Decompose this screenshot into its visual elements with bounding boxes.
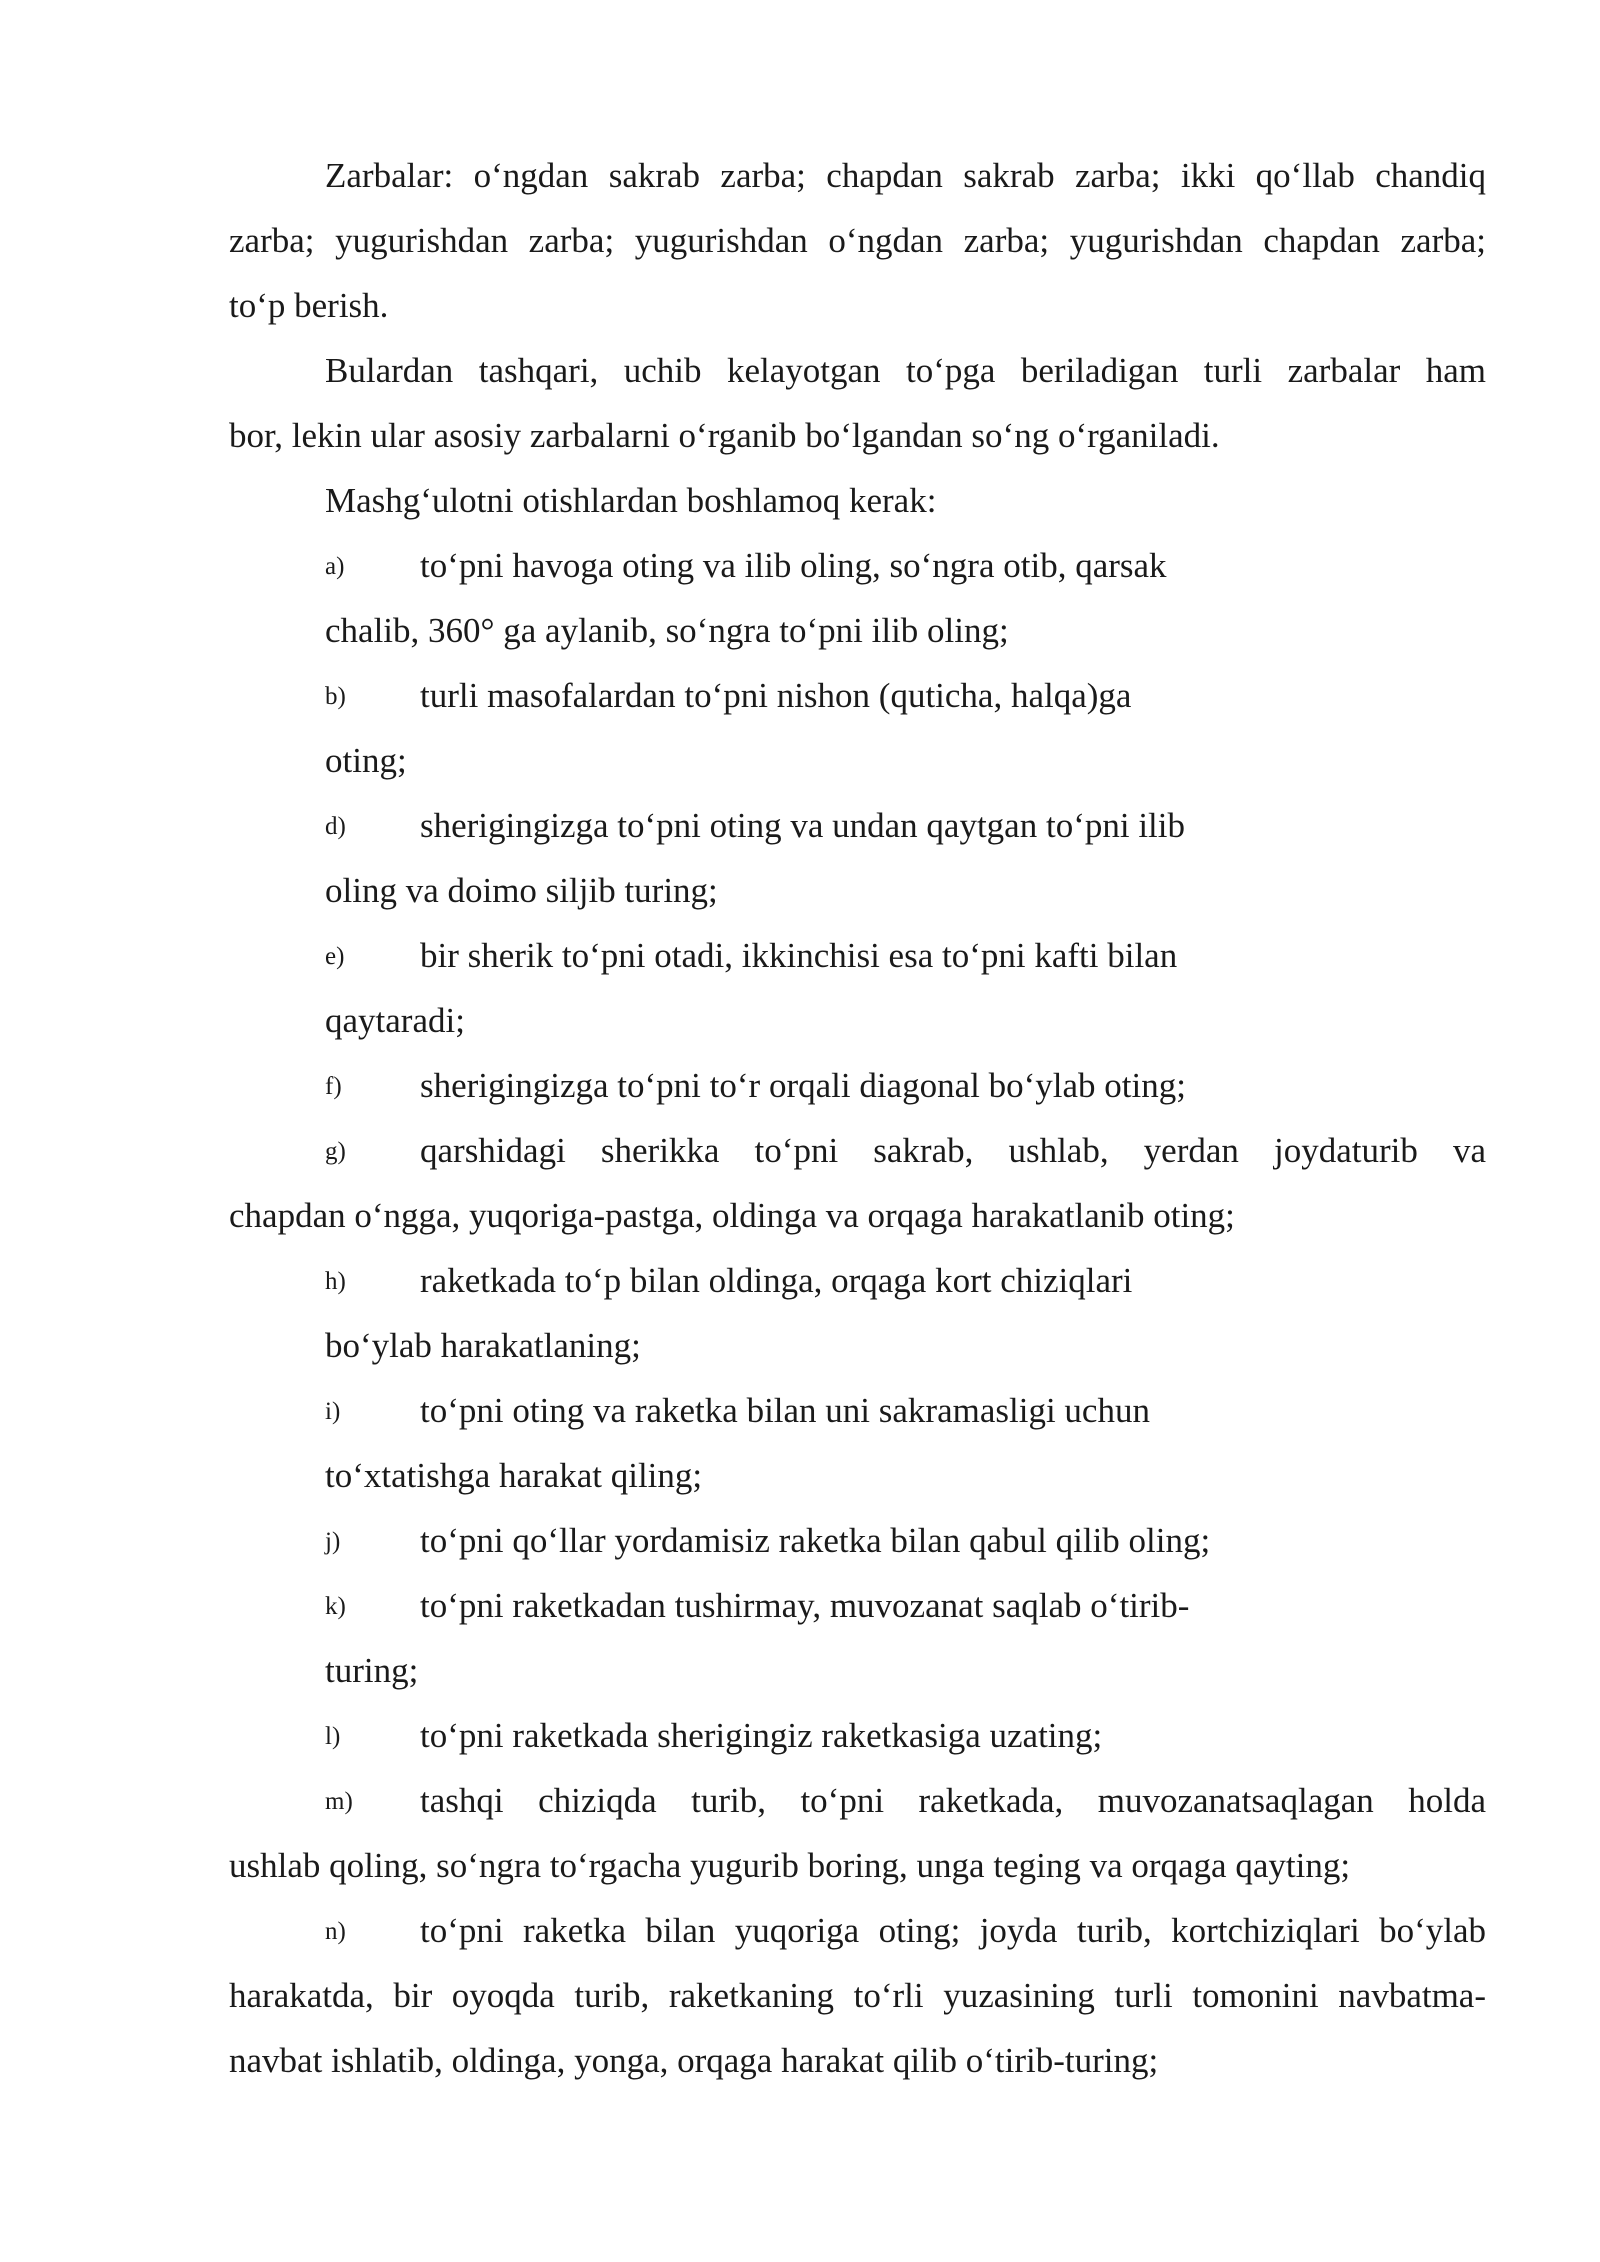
list-marker: g) <box>325 1138 346 1165</box>
list-marker: n) <box>325 1918 346 1945</box>
list-item-continuation: harakatda, bir oyoqda turib, raketkaning to‘rli yuzasining turli tomonini navbatma- <box>229 1976 1486 2015</box>
paragraph-2-line-1: Bulardan tashqari, uchib kelayotgan to‘pga beriladigan turli zarbalar ham <box>325 351 1486 390</box>
list-item-text: bir sherik to‘pni otadi, ikkinchisi esa to‘pni kafti bilan <box>420 936 1178 975</box>
list-item-text: tashqi chiziqda turib, to‘pni raketkada, muvozanatsaqlagan holda <box>420 1781 1486 1820</box>
list-marker: b) <box>325 683 346 710</box>
list-item-text: to‘pni qo‘llar yordamisiz raketka bilan qabul qilib oling; <box>420 1521 1211 1560</box>
list-item-continuation: bo‘ylab harakatlaning; <box>325 1326 641 1365</box>
list-marker: i) <box>325 1398 341 1425</box>
list-item-continuation: qaytaradi; <box>325 1001 465 1040</box>
list-item-continuation: to‘xtatishga harakat qiling; <box>325 1456 703 1495</box>
list-item-continuation: turing; <box>325 1651 419 1690</box>
list-item-text: to‘pni oting va raketka bilan uni sakramasligi uchun <box>420 1391 1150 1430</box>
list-item-continuation: chapdan o‘ngga, yuqoriga-pastga, oldinga va orqaga harakatlanib oting; <box>229 1196 1235 1235</box>
list-marker: l) <box>325 1723 341 1750</box>
list-item-continuation: ushlab qoling, so‘ngra to‘rgacha yugurib boring, unga teging va orqaga qayting; <box>229 1846 1351 1885</box>
list-marker: d) <box>325 813 346 840</box>
list-item-continuation: chalib, 360° ga aylanib, so‘ngra to‘pni ilib oling; <box>325 611 1009 650</box>
list-marker: f) <box>325 1073 342 1100</box>
list-item-text: raketkada to‘p bilan oldinga, orqaga kort chiziqlari <box>420 1261 1133 1300</box>
list-item-continuation: oting; <box>325 741 407 780</box>
paragraph-1-line-2: zarba; yugurishdan zarba; yugurishdan o‘ngdan zarba; yugurishdan chapdan zarba; <box>229 221 1486 260</box>
list-marker: h) <box>325 1268 346 1295</box>
list-marker: k) <box>325 1593 346 1620</box>
list-item-continuation: navbat ishlatib, oldinga, yonga, orqaga harakat qilib o‘tirib-turing; <box>229 2041 1159 2080</box>
list-item-text: sherigingizga to‘pni oting va undan qaytgan to‘pni ilib <box>420 806 1185 845</box>
list-item-text: to‘pni raketkada sherigingiz raketkasiga uzating; <box>420 1716 1103 1755</box>
paragraph-3: Mashg‘ulotni otishlardan boshlamoq kerak: <box>325 481 937 520</box>
list-marker: a) <box>325 553 345 580</box>
list-item-text: to‘pni raketkadan tushirmay, muvozanat saqlab o‘tirib- <box>420 1586 1190 1625</box>
list-marker: j) <box>325 1528 341 1555</box>
list-item-text: to‘pni havoga oting va ilib oling, so‘ngra otib, qarsak <box>420 546 1167 585</box>
paragraph-1-line-1: Zarbalar: o‘ngdan sakrab zarba; chapdan sakrab zarba; ikki qo‘llab chandiq <box>325 156 1486 195</box>
list-item-text: sherigingizga to‘pni to‘r orqali diagonal bo‘ylab oting; <box>420 1066 1186 1105</box>
list-marker: e) <box>325 943 345 970</box>
list-item-text: qarshidagi sherikka to‘pni sakrab, ushlab, yerdan joydaturib va <box>420 1131 1486 1170</box>
list-marker: m) <box>325 1788 353 1815</box>
list-item-text: to‘pni raketka bilan yuqoriga oting; joyda turib, kortchiziqlari bo‘ylab <box>420 1911 1486 1950</box>
paragraph-1-line-3: to‘p berish. <box>229 286 389 325</box>
list-item-text: turli masofalardan to‘pni nishon (quticha, halqa)ga <box>420 676 1132 715</box>
paragraph-2-line-2: bor, lekin ular asosiy zarbalarni o‘rganib bo‘lgandan so‘ng o‘rganiladi. <box>229 416 1220 455</box>
list-item-continuation: oling va doimo siljib turing; <box>325 871 718 910</box>
